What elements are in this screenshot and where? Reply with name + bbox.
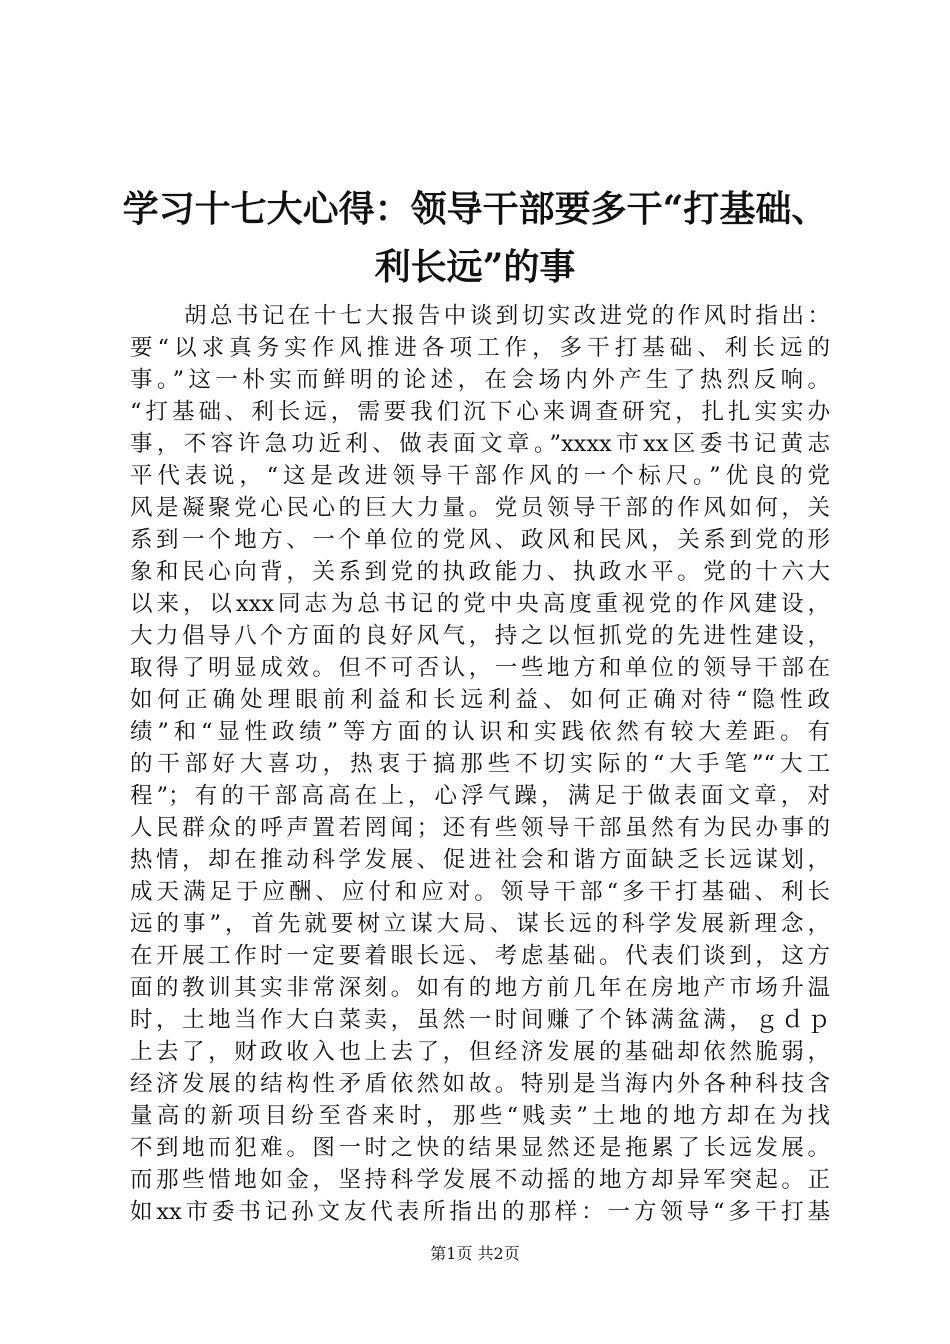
body-line: 在开展工作时一定要着眼长远、考虑基础。代表们谈到，这方: [130, 943, 830, 969]
page-number-footer: 第1页 共2页: [430, 1244, 520, 1263]
body-line: “打基础、利长远，需要我们沉下心来调查研究，扎扎实实办: [130, 399, 830, 425]
body-line: 绩”和“显性政绩”等方面的认识和实践依然有较大差距。有: [130, 719, 830, 745]
body-line: 经济发展的结构性矛盾依然如故。特别是当海内外各种科技含: [130, 1071, 830, 1097]
body-line: 大力倡导八个方面的良好风气，持之以恒抓党的先进性建设，: [130, 623, 830, 649]
document-title-line-1: 学习十七大心得：领导干部要多干“打基础、: [122, 188, 828, 230]
document-body: [130, 300, 830, 1228]
body-line: 成天满足于应酬、应付和应对。领导干部“多干打基础、利长: [130, 879, 830, 905]
body-line: 风是凝聚党心民心的巨大力量。党员领导干部的作风如何，关: [130, 495, 830, 521]
body-line: 象和民心向背，关系到党的执政能力、执政水平。党的十六大: [130, 559, 830, 585]
body-line: 取得了明显成效。但不可否认，一些地方和单位的领导干部在: [130, 655, 830, 681]
body-line: 平代表说，“这是改进领导干部作风的一个标尺。”优良的党: [130, 463, 830, 489]
body-line: 远的事”，首先就要树立谋大局、谋长远的科学发展新理念，: [130, 911, 830, 937]
body-line: 不到地而犯难。图一时之快的结果显然还是拖累了长远发展。: [130, 1135, 830, 1161]
body-line: 如何正确处理眼前利益和长远利益、如何正确对待“隐性政: [130, 687, 830, 713]
body-line: 系到一个地方、一个单位的党风、政风和民风，关系到党的形: [130, 527, 830, 553]
body-line: 而那些惜地如金，坚持科学发展不动摇的地方却异军突起。正: [130, 1167, 830, 1193]
body-line: 程”；有的干部高高在上，心浮气躁，满足于做表面文章，对: [130, 783, 830, 809]
body-line: 的干部好大喜功，热衷于搞那些不切实际的“大手笔”“大工: [130, 751, 830, 777]
body-line: 面的教训其实非常深刻。如有的地方前几年在房地产市场升温: [130, 975, 830, 1001]
document-title-line-2: 利长远”的事: [374, 246, 576, 288]
body-line: 人民群众的呼声置若罔闻；还有些领导干部虽然有为民办事的: [130, 815, 830, 841]
body-line: 以来，以xxx同志为总书记的党中央高度重视党的作风建设，: [130, 591, 830, 617]
body-line: 上去了，财政收入也上去了，但经济发展的基础却依然脆弱，: [130, 1039, 830, 1065]
body-line: 要“以求真务实作风推进各项工作，多干打基础、利长远的: [130, 335, 830, 361]
body-line: 事。”这一朴实而鲜明的论述，在会场内外产生了热烈反响。: [130, 367, 830, 393]
body-line: 胡总书记在十七大报告中谈到切实改进党的作风时指出：: [184, 303, 830, 329]
body-line: 时，土地当作大白菜卖，虽然一时间赚了个钵满盆满，ｇｄｐ: [130, 1007, 830, 1033]
body-line: 热情，却在推动科学发展、促进社会和谐方面缺乏长远谋划，: [130, 847, 830, 873]
body-line: 事，不容许急功近利、做表面文章。”xxxx市xx区委书记黄志: [130, 431, 830, 457]
body-line: 如xx市委书记孙文友代表所指出的那样：一方领导“多干打基: [130, 1199, 830, 1225]
body-line: 量高的新项目纷至沓来时，那些“贱卖”土地的地方却在为找: [130, 1103, 830, 1129]
